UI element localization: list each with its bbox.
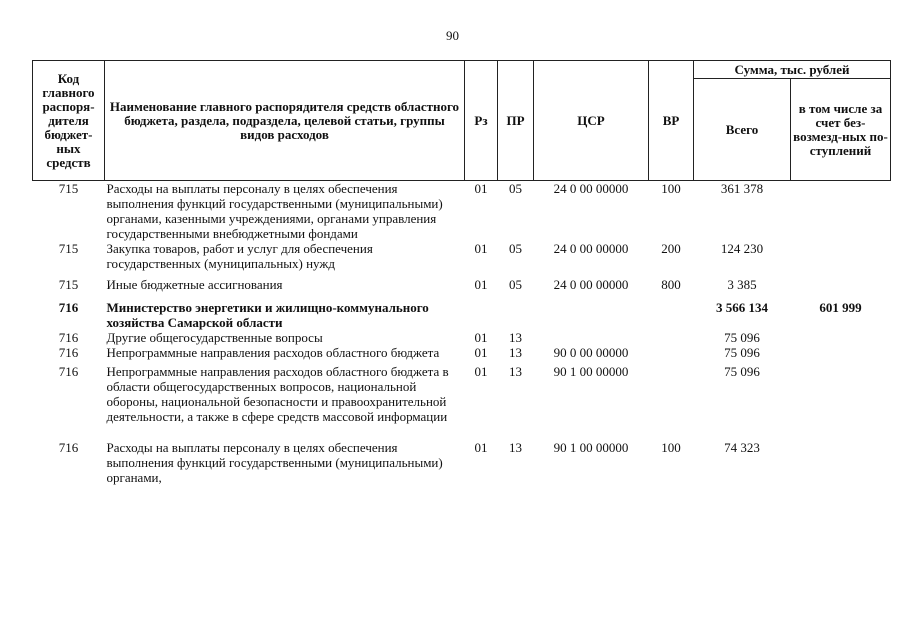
row-csr: 24 0 00 00000 (553, 181, 629, 196)
row-pr: 13 (509, 364, 522, 379)
row-name: Министерство энергетики и жилищно-коммунального хозяйства Самарской области (106, 300, 429, 330)
table-row (33, 271, 891, 292)
row-total: 3 385 (727, 277, 757, 292)
row-rz: 01 (474, 345, 488, 360)
row-vr: 800 (661, 277, 681, 292)
row-vr (649, 360, 694, 424)
row-name: Расходы на выплаты персоналу в целях обеспечения выполнения функций государственными (муниципальными) органами, казенными учреждениями, органами управления государственными внебюджетными фондами (106, 181, 443, 241)
row-pr: 13 (509, 440, 522, 455)
row-grant (791, 360, 891, 424)
header-total: Всего (694, 79, 791, 181)
row-rz: 01 (474, 277, 488, 292)
row-name: Расходы на выплаты персоналу в целях обеспечения выполнения функций государственными (муниципальными) органами, (106, 440, 443, 485)
budget-table (32, 60, 891, 485)
header-grants: в том числе за счет без-возмезд-ных по-ступлений (791, 79, 891, 181)
table-row (33, 360, 891, 424)
row-code: 715 (58, 181, 79, 196)
table-row (33, 241, 891, 271)
row-total: 75 096 (724, 364, 760, 379)
row-code: 715 (58, 277, 79, 292)
row-code: 715 (58, 241, 79, 256)
row-grant (791, 330, 891, 345)
header-code: Код главного распоря-дителя бюджет-ных средств (33, 61, 105, 181)
row-rz: 01 (474, 241, 488, 256)
row-grant (791, 345, 891, 360)
row-pr: 05 (509, 181, 522, 196)
row-vr (649, 330, 694, 345)
header-pr: ПР (498, 61, 534, 181)
row-pr: 05 (509, 277, 522, 292)
table-row (33, 345, 891, 360)
row-rz: 01 (474, 181, 488, 196)
table-row (33, 292, 891, 330)
row-rz: 01 (474, 440, 488, 455)
row-pr: 13 (509, 330, 522, 345)
row-csr: 24 0 00 00000 (553, 277, 629, 292)
row-grant (791, 181, 891, 242)
row-name: Другие общегосударственные вопросы (106, 330, 323, 345)
row-code: 716 (58, 300, 79, 315)
row-vr: 200 (661, 241, 681, 256)
row-pr (498, 292, 534, 330)
row-total: 361 378 (720, 181, 764, 196)
row-csr (534, 330, 649, 345)
header-csr: ЦСР (534, 61, 649, 181)
row-pr: 05 (509, 241, 522, 256)
row-rz (465, 292, 498, 330)
row-vr (649, 292, 694, 330)
header-sum: Сумма, тыс. рублей (694, 61, 891, 79)
row-name: Закупка товаров, работ и услуг для обеспечения государственных (муниципальных) нужд (106, 241, 373, 271)
page-number: 90 (446, 28, 459, 43)
row-grant (791, 241, 891, 271)
row-csr: 90 1 00 00000 (553, 440, 629, 455)
row-vr (649, 345, 694, 360)
row-name: Непрограммные направления расходов областного бюджета в области общегосударственных вопросов, национальной обороны, национальной безопасности и правоохранительной деятельности, а также в сфере средств массовой информации (106, 364, 449, 424)
row-code: 716 (58, 440, 79, 455)
row-csr: 24 0 00 00000 (553, 241, 629, 256)
row-grant (791, 271, 891, 292)
row-name: Иные бюджетные ассигнования (106, 277, 283, 292)
row-vr: 100 (661, 440, 681, 455)
row-total: 75 096 (724, 330, 760, 345)
row-code: 716 (58, 330, 79, 345)
row-total: 74 323 (724, 440, 760, 455)
row-total: 124 230 (720, 241, 764, 256)
row-pr: 13 (509, 345, 522, 360)
row-rz: 01 (474, 364, 488, 379)
row-csr: 90 1 00 00000 (553, 364, 629, 379)
row-code: 716 (58, 364, 79, 379)
row-total: 75 096 (724, 345, 760, 360)
row-total: 3 566 134 (716, 300, 768, 315)
table-row (33, 181, 891, 242)
table-row (33, 424, 891, 485)
row-csr (534, 292, 649, 330)
header-name: Наименование главного распорядителя средств областного бюджета, раздела, подраздела, целевой статьи, группы видов расходов (105, 61, 465, 181)
row-grant (791, 424, 891, 485)
table-row (33, 330, 891, 345)
row-name: Непрограммные направления расходов областного бюджета (106, 345, 440, 360)
row-rz: 01 (474, 330, 488, 345)
row-vr: 100 (661, 181, 681, 196)
header-rz: Рз (465, 61, 498, 181)
row-grant: 601 999 (819, 300, 862, 315)
row-code: 716 (58, 345, 79, 360)
header-vr: ВР (649, 61, 694, 181)
row-csr: 90 0 00 00000 (553, 345, 629, 360)
